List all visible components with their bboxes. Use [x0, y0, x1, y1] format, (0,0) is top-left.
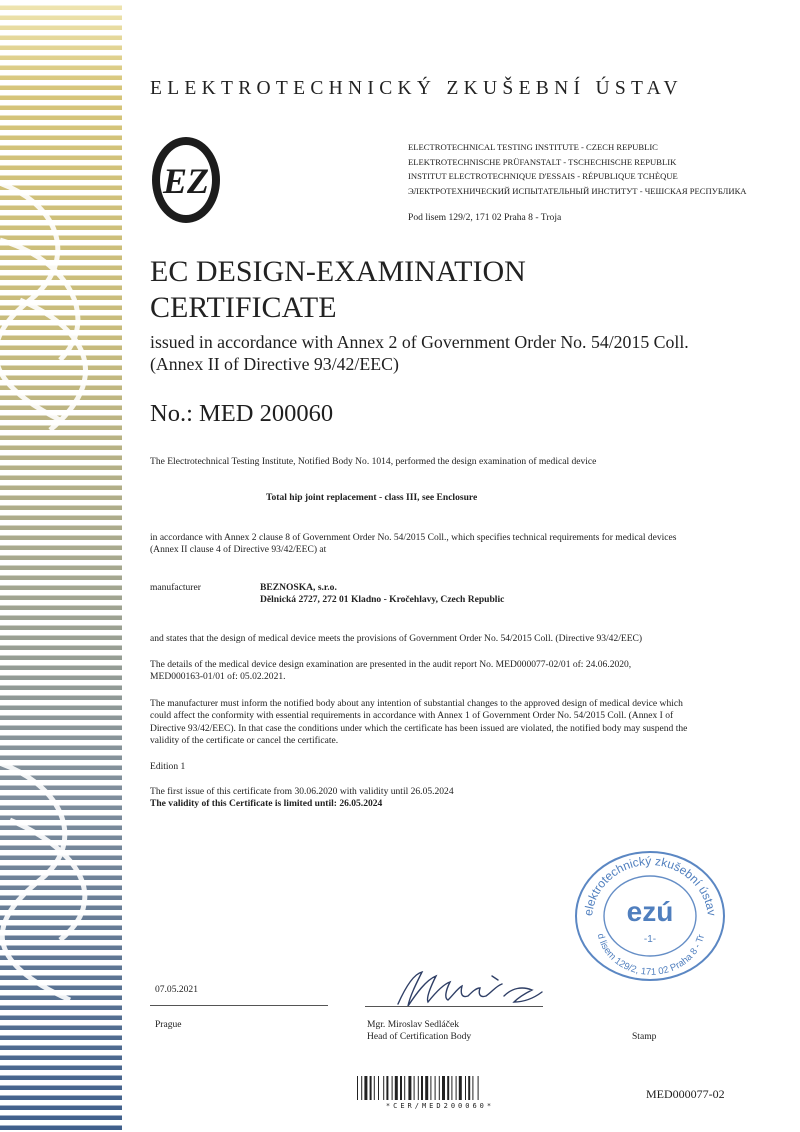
barcode-bar — [370, 1076, 372, 1100]
ezu-logo — [148, 133, 224, 227]
barcode-bar — [404, 1076, 405, 1100]
barcode-bar — [468, 1076, 470, 1100]
barcode-bar — [414, 1076, 415, 1100]
stamp-ring-text: elektrotechnický zkušební ústav — [581, 853, 719, 917]
barcode-bar — [421, 1076, 423, 1100]
stamp-number: -1- — [643, 934, 657, 945]
certificate-title-line2: CERTIFICATE — [150, 291, 337, 324]
signer — [367, 1019, 471, 1044]
certificate-title-line1: EC DESIGN-EXAMINATION — [150, 255, 526, 288]
institute-alt-names — [408, 140, 747, 198]
official-stamp — [572, 848, 728, 982]
manufacturer-obligation — [150, 698, 687, 748]
barcode-bar — [374, 1076, 375, 1100]
barcode-bar — [386, 1076, 388, 1100]
signer-name: Mgr. Miroslav Sedláček — [367, 1019, 460, 1030]
institute-name: ELEKTROTECHNICKÝ ZKUŠEBNÍ ÚSTAV — [150, 78, 683, 99]
barcode-bar — [430, 1076, 431, 1100]
barcode-bar — [465, 1076, 466, 1100]
manufacturer-address: Dělnická 2727, 272 01 Kladno - Kročehlavy, Czech Republic — [260, 594, 505, 606]
stamp-label: Stamp — [632, 1031, 657, 1042]
barcode-bar — [451, 1076, 452, 1100]
audit-details-line1: The details of the medical device design examination are presented in the audit report No. MED000077-02/01 of: 24.06.2020, — [150, 659, 632, 670]
manufacturer-label: manufacturer — [150, 582, 201, 593]
barcode-bar — [357, 1076, 358, 1100]
accordance-text — [150, 532, 677, 557]
issue-date: 07.05.2021 — [155, 984, 198, 995]
alt-name-french: INSTITUT ELECTROTECHNIQUE D'ESSAIS - RÉPUBLIQUE TCHÈQUE — [408, 171, 678, 182]
alt-name-russian: ЭЛЕКТРОТЕХНИЧЕСКИЙ ИСПЫТАТЕЛЬНЫЙ ИНСТИТУТ - ЧЕШСКАЯ РЕСПУБЛИКА — [408, 185, 747, 196]
stamp-logo: ezú — [626, 896, 674, 927]
certificate-number: No.: MED 200060 — [150, 400, 334, 427]
first-issue: The first issue of this certificate from 30.06.2020 with validity until 26.05.2024 — [150, 786, 454, 797]
barcode-bar — [478, 1076, 479, 1100]
date-line — [150, 1005, 328, 1006]
certificate-subtitle — [150, 331, 689, 375]
accordance-line1: in accordance with Annex 2 clause 8 of Government Order No. 54/2015 Coll., which specifies technical requirements for medical devices — [150, 532, 677, 543]
barcode-bar — [447, 1076, 449, 1100]
subtitle-line2: (Annex II of Directive 93/42/EEC) — [150, 354, 399, 374]
decorative-side-band — [0, 0, 122, 1132]
barcode — [355, 1075, 525, 1111]
issue-place: Prague — [155, 1019, 182, 1030]
barcode-bar — [361, 1076, 362, 1100]
signer-role: Head of Certification Body — [367, 1031, 472, 1043]
obligation-line1: The manufacturer must inform the notified body about any intention of substantial changes to the approved design of medical device which — [150, 698, 683, 709]
barcode-bar — [435, 1076, 436, 1100]
document-reference: MED000077-02 — [646, 1087, 725, 1101]
audit-details-line2: MED000163-01/01 of: 05.02.2021. — [150, 671, 286, 683]
barcode-bar — [392, 1076, 393, 1100]
intro-text: The Electrotechnical Testing Institute, Notified Body No. 1014, performed the design examination of medical device — [150, 456, 597, 467]
barcode-bar — [408, 1076, 411, 1100]
subtitle-line1: issued in accordance with Annex 2 of Government Order No. 54/2015 Coll. — [150, 332, 689, 352]
striped-band-graphic — [0, 0, 122, 1132]
barcode-bar — [459, 1076, 462, 1100]
stamp-graphic — [572, 848, 728, 982]
barcode-bar — [378, 1076, 379, 1100]
barcode-bar — [425, 1076, 428, 1100]
device-name: Total hip joint replacement - class III, see Enclosure — [266, 492, 478, 503]
alt-name-english: ELECTROTECHNICAL TESTING INSTITUTE - CZECH REPUBLIC — [408, 142, 658, 152]
barcode-bar — [439, 1076, 440, 1100]
barcode-bar — [395, 1076, 398, 1100]
obligation-line4: validity of the certificate or cancel the certificate. — [150, 735, 339, 747]
obligation-line2: could affect the conformity with essential requirements in accordance with Annex 1 of Government Order No. 54/2015 Coll. (Annex I of — [150, 710, 674, 722]
validity-limit: The validity of this Certificate is limited until: 26.05.2024 — [150, 798, 383, 809]
svg-text:EZ: EZ — [162, 161, 210, 201]
barcode-text: *CER/MED200060* — [385, 1102, 495, 1110]
accordance-line2: (Annex II clause 4 of Directive 93/42/EEC) at — [150, 544, 327, 556]
signature-line — [365, 1006, 543, 1007]
institute-address: Pod lisem 129/2, 171 02 Praha 8 - Troja — [408, 212, 562, 223]
alt-name-german: ELEKTROTECHNISCHE PRÜFANSTALT - TSCHECHISCHE REPUBLIK — [408, 156, 677, 167]
barcode-bar — [442, 1076, 445, 1100]
barcode-bar — [418, 1076, 419, 1100]
barcode-graphic — [355, 1075, 525, 1111]
barcode-bar — [383, 1076, 384, 1100]
ezu-logo-icon — [148, 133, 224, 227]
edition: Edition 1 — [150, 761, 186, 772]
obligation-line3: Directive 93/42/EEC). In that case the conditions under which the certificate has been issued are violated, the notified body may suspend the — [150, 722, 688, 734]
audit-details — [150, 659, 631, 684]
stamp-address-text: d lisem 129/2, 171 02 Praha 8 - Tr — [594, 932, 708, 978]
barcode-bar — [364, 1076, 367, 1100]
manufacturer-name: BEZNOSKA, s.r.o. — [260, 582, 337, 593]
conformity-statement: and states that the design of medical device meets the provisions of Government Order No. 54/2015 Coll. (Directive 93/42/EEC) — [150, 633, 643, 644]
barcode-bar — [400, 1076, 402, 1100]
manufacturer-details — [260, 582, 504, 607]
barcode-bar — [456, 1076, 457, 1100]
barcode-bar — [472, 1076, 473, 1100]
